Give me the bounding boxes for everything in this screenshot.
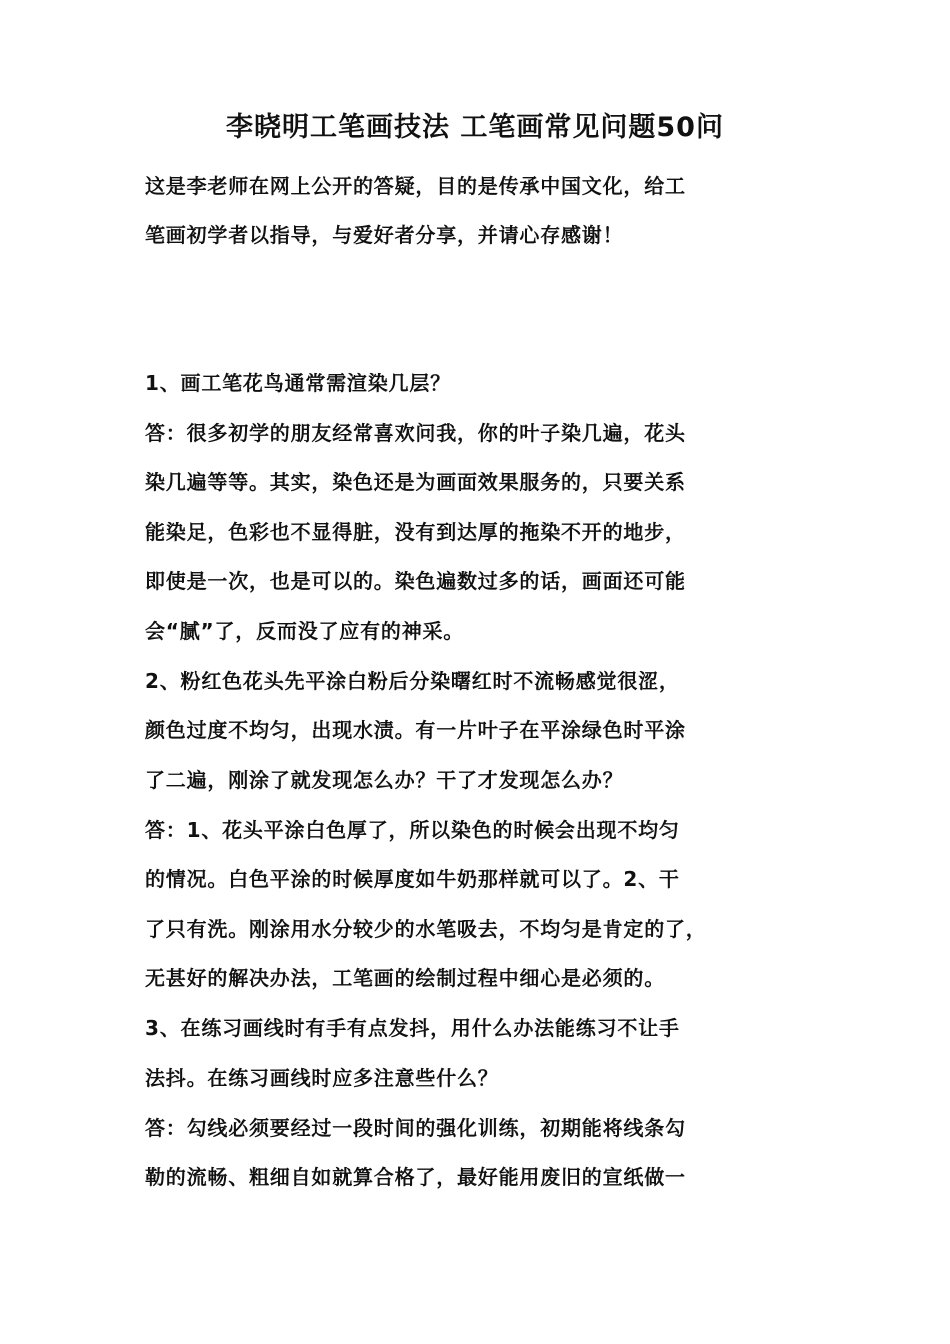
answer-2-line-4: 无甚好的解决办法，工笔画的绘制过程中细心是必须的。 — [145, 966, 665, 990]
question-3-line-2: 法抖。在练习画线时应多注意些什么？ — [145, 1066, 499, 1090]
question-1: 1、画工笔花鸟通常需渲染几层？ — [145, 371, 451, 395]
question-2-line-3: 了二遍，刚涂了就发现怎么办？干了才发现怎么办？ — [145, 768, 624, 792]
answer-3-line-1: 答：勾线必须要经过一段时间的强化训练，初期能将线条勾 — [145, 1116, 686, 1140]
document-title: 李晓明工笔画技法 工笔画常见问题50问 — [226, 112, 724, 143]
answer-2-line-1: 答：1、花头平涂白色厚了，所以染色的时候会出现不均匀 — [145, 818, 680, 842]
answer-2-line-2: 的情况。白色平涂的时候厚度如牛奶那样就可以了。2、干 — [145, 867, 680, 891]
question-3-line-1: 3、在练习画线时有手有点发抖，用什么办法能练习不让手 — [145, 1016, 680, 1040]
intro-line-2: 笔画初学者以指导，与爱好者分享，并请心存感谢！ — [145, 223, 624, 247]
answer-1-line-5: 会“腻”了，反而没了应有的神采。 — [145, 619, 465, 643]
intro-line-1: 这是李老师在网上公开的答疑，目的是传承中国文化，给工 — [145, 174, 686, 198]
answer-1-line-2: 染几遍等等。其实，染色还是为画面效果服务的，只要关系 — [145, 470, 686, 494]
answer-2-line-3: 了只有洗。刚涂用水分较少的水笔吸去，不均匀是肯定的了， — [145, 917, 707, 941]
answer-3-line-2: 勒的流畅、粗细自如就算合格了，最好能用废旧的宣纸做一 — [145, 1165, 686, 1189]
answer-1-line-1: 答：很多初学的朋友经常喜欢问我，你的叶子染几遍，花头 — [145, 421, 686, 445]
question-2-line-2: 颜色过度不均匀，出现水渍。有一片叶子在平涂绿色时平涂 — [145, 718, 686, 742]
question-2-line-1: 2、粉红色花头先平涂白粉后分染曙红时不流畅感觉很涩， — [145, 669, 680, 693]
answer-1-line-3: 能染足，色彩也不显得脏，没有到达厚的拖染不开的地步， — [145, 520, 686, 544]
answer-1-line-4: 即使是一次，也是可以的。染色遍数过多的话，画面还可能 — [145, 569, 686, 593]
